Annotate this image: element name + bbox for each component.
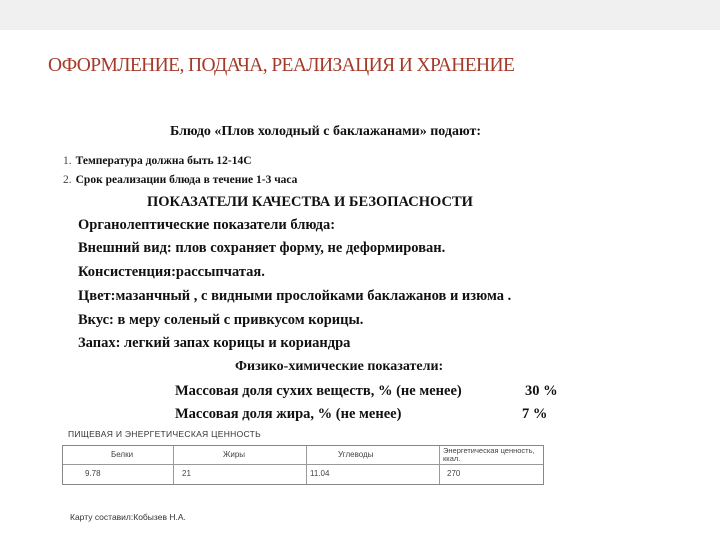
organoleptic-heading: Органолептические показатели блюда: [78,217,336,233]
slide-title: ОФОРМЛЕНИЕ, ПОДАЧА, РЕАЛИЗАЦИЯ И ХРАНЕНИЕ [48,55,515,76]
smell-line: Запах: легкий запах корицы и кориандра [78,335,351,351]
table-divider [306,446,307,484]
physchem-heading: Физико-химические показатели: [235,359,444,374]
table-header: Углеводы [338,450,374,459]
measure-label: Массовая доля жира, % (не менее) [175,406,402,422]
table-cell: 9.78 [85,469,101,478]
consistency-line: Консистенция:рассыпчатая. [78,264,265,280]
condition-text: Срок реализации блюда в течение 1-3 часа [75,174,298,186]
table-cell: 270 [447,469,461,478]
color-line: Цвет:мазанчный , с видными прослойками баклажанов и изюма . [78,288,512,304]
condition-item [63,174,297,186]
table-header: Белки [111,450,134,459]
quality-heading: ПОКАЗАТЕЛИ КАЧЕСТВА И БЕЗОПАСНОСТИ [147,194,473,210]
measure-value: 30 % [525,383,558,399]
table-header: Энергетическая ценность, ккал. [443,446,535,463]
credit-text: Карту составил:Кобызев Н.А. [70,512,186,522]
table-divider [63,464,543,465]
taste-line: Вкус: в меру соленый с привкусом корицы. [78,312,364,328]
nutrition-title: ПИЩЕВАЯ И ЭНЕРГЕТИЧЕСКАЯ ЦЕННОСТЬ [68,429,262,439]
measure-label: Массовая доля сухих веществ, % (не менее) [175,383,462,399]
condition-number: 1. [63,155,72,167]
top-bar [0,0,720,30]
nutrition-table [62,445,544,485]
measure-value: 7 % [522,406,548,422]
table-divider [439,446,440,484]
condition-text: Температура должна быть 12-14С [75,155,252,167]
intro-text: Блюдо «Плов холодный с баклажанами» подают: [170,124,481,139]
appearance-line: Внешний вид: плов сохраняет форму, не деформирован. [78,240,446,256]
table-cell: 21 [182,469,191,478]
table-cell: 11.04 [310,469,330,478]
condition-number: 2. [63,174,72,186]
condition-item [63,155,252,167]
table-header: Жиры [223,450,246,459]
table-divider [173,446,174,484]
